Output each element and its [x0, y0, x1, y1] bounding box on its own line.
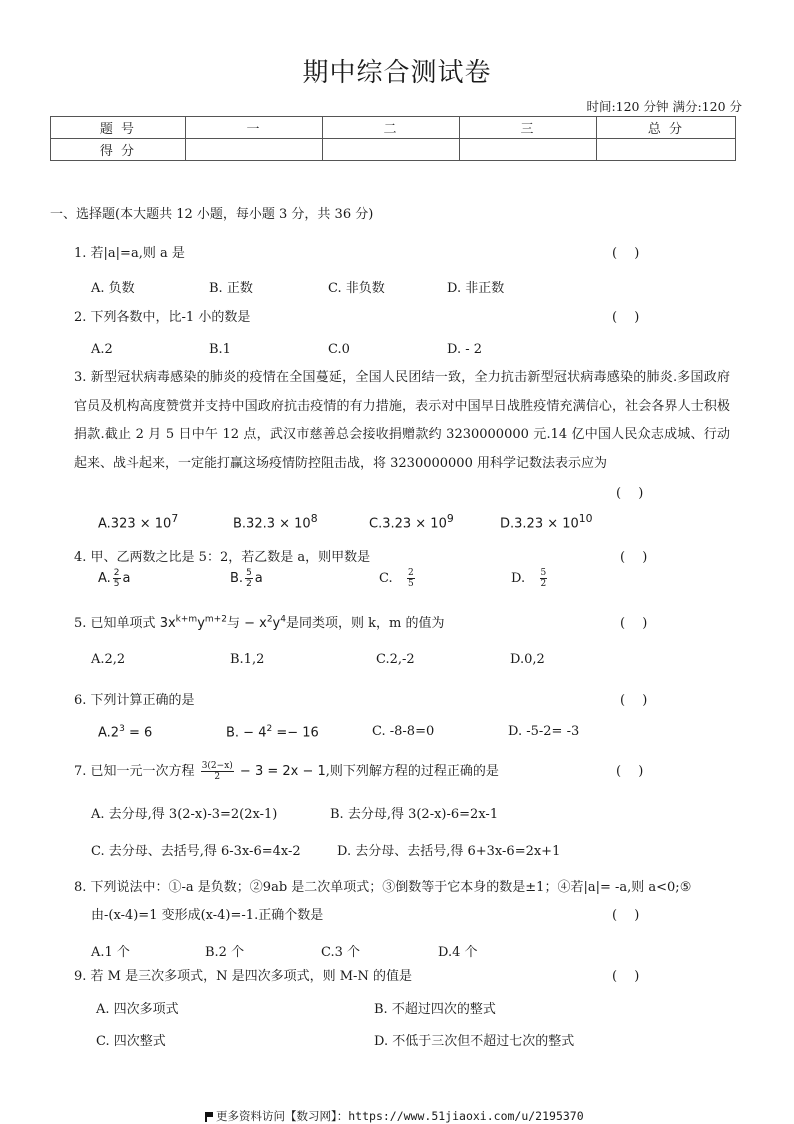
page-title: 期中综合测试卷 [302, 58, 492, 88]
table-cell: 得 分 [51, 139, 186, 161]
answer-paren: ( ) [616, 764, 644, 779]
question-7-pre: 7. 已知一元一次方程 [74, 764, 195, 779]
option-b: B. 正数 [209, 281, 253, 296]
option-b: B. 去分母,得 3(2-x)-6=2x-1 [330, 807, 499, 822]
fraction [201, 761, 234, 782]
fraction-denominator: 5 [408, 579, 414, 589]
option-c: C. 去分母、去括号,得 6-3x-6=4x-2 [91, 844, 301, 859]
fraction-denominator: 5 [113, 579, 120, 589]
monomial-2-base: − x [239, 616, 267, 631]
option-d: D. 不低于三次但不超过七次的整式 [374, 1034, 575, 1049]
option-d: D. 去分母、去括号,得 6+3x-6=2x+1 [337, 844, 561, 859]
fraction-denominator: 2 [246, 579, 252, 589]
option-a [98, 512, 178, 531]
equation: − 3 = 2x − 1 [235, 764, 326, 779]
fraction-denominator: 2 [540, 579, 547, 589]
option-b [230, 568, 263, 589]
option-a-var: a [122, 571, 131, 586]
question-7-post: ,则下列解方程的过程正确的是 [325, 764, 499, 779]
answer-paren: ( ) [612, 310, 640, 325]
question-3-text: 3. 新型冠状病毒感染的肺炎的疫情在全国蔓延，全国人民团结一致，全力抗击新型冠状病毒感染的肺炎.多国政府官员及机构高度赞赏并支持中国政府抗击疫情的有力措施，表示对中国早日战胜疫情充满信心，社会各界人士积极捐款.截止 2 月 5 日中午 12 点，武汉市慈善总会接收捐赠款约 3230000000 元.14 亿中国人民众志成城、行动起来、战斗起来，一定能打赢这场疫情防控阻击战，将 3230000000 用科学记数法表示应为 [74, 370, 730, 471]
monomial-2 [240, 616, 286, 631]
option-a: A. 去分母,得 3(2-x)-3=2(2x-1) [91, 807, 278, 822]
option-a: A. 四次多项式 [96, 1002, 179, 1017]
question-8-line1: 8. 下列说法中：①-a 是负数；②9ab 是二次单项式；③倒数等于它本身的数是±1；④若|a|= -a,则 a<0;⑤ [74, 880, 692, 895]
section-heading: 一、选择题(本大题共 12 小题，每小题 3 分，共 36 分) [50, 207, 374, 222]
score-input-cell [597, 139, 736, 161]
question-5-post: 是同类项，则 k，m 的值为 [285, 616, 445, 631]
time-info: 时间:120 分钟 满分:120 分 [586, 99, 742, 114]
monomial-2-exp-x: 2 [266, 614, 273, 625]
monomial-1-exp-x: k+m [175, 614, 198, 625]
table-cell: 二 [323, 117, 460, 139]
table-row [51, 139, 736, 161]
fraction-numerator: 2 [408, 568, 414, 578]
question-9-stem: 9. 若 M 是三次多项式，N 是四次多项式，则 M-N 的值是 [74, 969, 412, 984]
table-row [51, 117, 736, 139]
option-b-var: a [254, 571, 263, 586]
question-8-line2: 由-(x-4)=1 变形成(x-4)=-1.正确个数是 [91, 908, 324, 923]
option-b: B.1,2 [230, 652, 265, 667]
option-b-label: B. [230, 571, 244, 586]
score-input-cell [460, 139, 597, 161]
table-cell: 题 号 [51, 117, 186, 139]
option-b-base: B. − 4 [226, 725, 267, 741]
option-b-exp: 2 [266, 724, 273, 734]
question-6-stem: 6. 下列计算正确的是 [74, 693, 195, 708]
fraction [245, 568, 253, 589]
footer-link[interactable]: 更多资料访问【数习网】：https://www.51jiaoxi.com/u/2195370 [216, 1109, 584, 1123]
option-c [379, 568, 417, 589]
option-a-exp: 7 [171, 512, 179, 525]
fraction [113, 568, 121, 589]
option-b: B.2 个 [205, 945, 245, 960]
fraction [540, 568, 548, 589]
footer[interactable] [205, 1108, 584, 1124]
option-d: D. - 2 [447, 342, 483, 357]
option-a-base: A.323 × 10 [98, 516, 172, 532]
fraction-numerator: 2 [113, 568, 120, 578]
option-b-rest: =− 16 [272, 725, 319, 741]
table-cell: 三 [460, 117, 597, 139]
option-a-base: A.2 [98, 725, 120, 741]
option-a [98, 724, 152, 740]
option-c-base: C.3.23 × 10 [369, 516, 447, 532]
option-c: C.3 个 [321, 945, 361, 960]
option-c: C.0 [328, 342, 350, 357]
monomial-1-base: 3x [159, 616, 176, 631]
option-d: D.0,2 [510, 652, 545, 667]
question-4-stem: 4. 甲、乙两数之比是 5：2，若乙数是 a，则甲数是 [74, 550, 371, 565]
option-d [511, 568, 549, 589]
flag-icon [205, 1112, 213, 1121]
question-7-stem [74, 760, 499, 782]
option-d-base: D.3.23 × 10 [500, 516, 579, 532]
table-cell: 总 分 [597, 117, 736, 139]
question-5-mid: 与 [226, 616, 240, 631]
fraction-denominator: 2 [214, 772, 221, 782]
option-a: A.2,2 [91, 652, 126, 667]
monomial-1 [160, 616, 227, 631]
option-b [226, 724, 319, 740]
option-b [233, 512, 318, 531]
option-d: D.4 个 [438, 945, 478, 960]
option-d-exp: 10 [578, 512, 593, 525]
answer-paren: ( ) [612, 246, 640, 261]
option-a-label: A. [98, 571, 111, 586]
option-c [369, 512, 454, 531]
fraction-numerator: 5 [246, 568, 252, 578]
question-1-stem: 1. 若|a|=a,则 a 是 [74, 246, 185, 261]
monomial-1-y: y [197, 616, 205, 631]
answer-paren: ( ) [620, 693, 648, 708]
answer-paren: ( ) [620, 616, 648, 631]
option-b: B.1 [209, 342, 231, 357]
question-3-stem [74, 364, 730, 478]
monomial-2-exp-y: 4 [280, 614, 286, 625]
option-a: A. 负数 [91, 281, 135, 296]
score-table [50, 116, 736, 161]
question-5-stem [74, 612, 444, 631]
monomial-2-y: y [272, 616, 281, 631]
option-a-exp: 3 [119, 724, 125, 734]
option-a: A.1 个 [91, 945, 130, 960]
option-b: B. 不超过四次的整式 [374, 1002, 496, 1017]
option-d: D. -5-2= -3 [508, 724, 580, 739]
answer-paren: ( ) [620, 550, 648, 565]
option-b-base: B.32.3 × 10 [233, 516, 311, 532]
option-d-label: D. [511, 571, 526, 586]
answer-paren: ( ) [612, 908, 640, 923]
fraction-numerator: 5 [540, 568, 547, 578]
score-input-cell [323, 139, 460, 161]
question-5-pre: 5. 已知单项式 [74, 616, 156, 631]
question-2-stem: 2. 下列各数中，比-1 小的数是 [74, 310, 251, 325]
option-b-exp: 8 [310, 512, 318, 525]
answer-paren: ( ) [612, 969, 640, 984]
answer-paren: ( ) [616, 486, 644, 501]
option-a [98, 568, 131, 589]
score-input-cell [186, 139, 323, 161]
option-c: C.2,-2 [376, 652, 415, 667]
fraction-numerator: 3(2−x) [201, 761, 233, 771]
option-c: C. -8-8=0 [372, 724, 435, 739]
option-a: A.2 [91, 342, 113, 357]
table-cell: 一 [186, 117, 323, 139]
option-a-rest: = 6 [124, 725, 153, 741]
option-c-exp: 9 [446, 512, 454, 525]
option-d: D. 非正数 [447, 281, 505, 296]
option-c: C. 非负数 [328, 281, 385, 296]
fraction [407, 568, 415, 589]
option-c: C. 四次整式 [96, 1034, 166, 1049]
option-c-label: C. [379, 571, 393, 586]
option-d [500, 512, 593, 531]
monomial-1-exp-y: m+2 [204, 614, 227, 625]
